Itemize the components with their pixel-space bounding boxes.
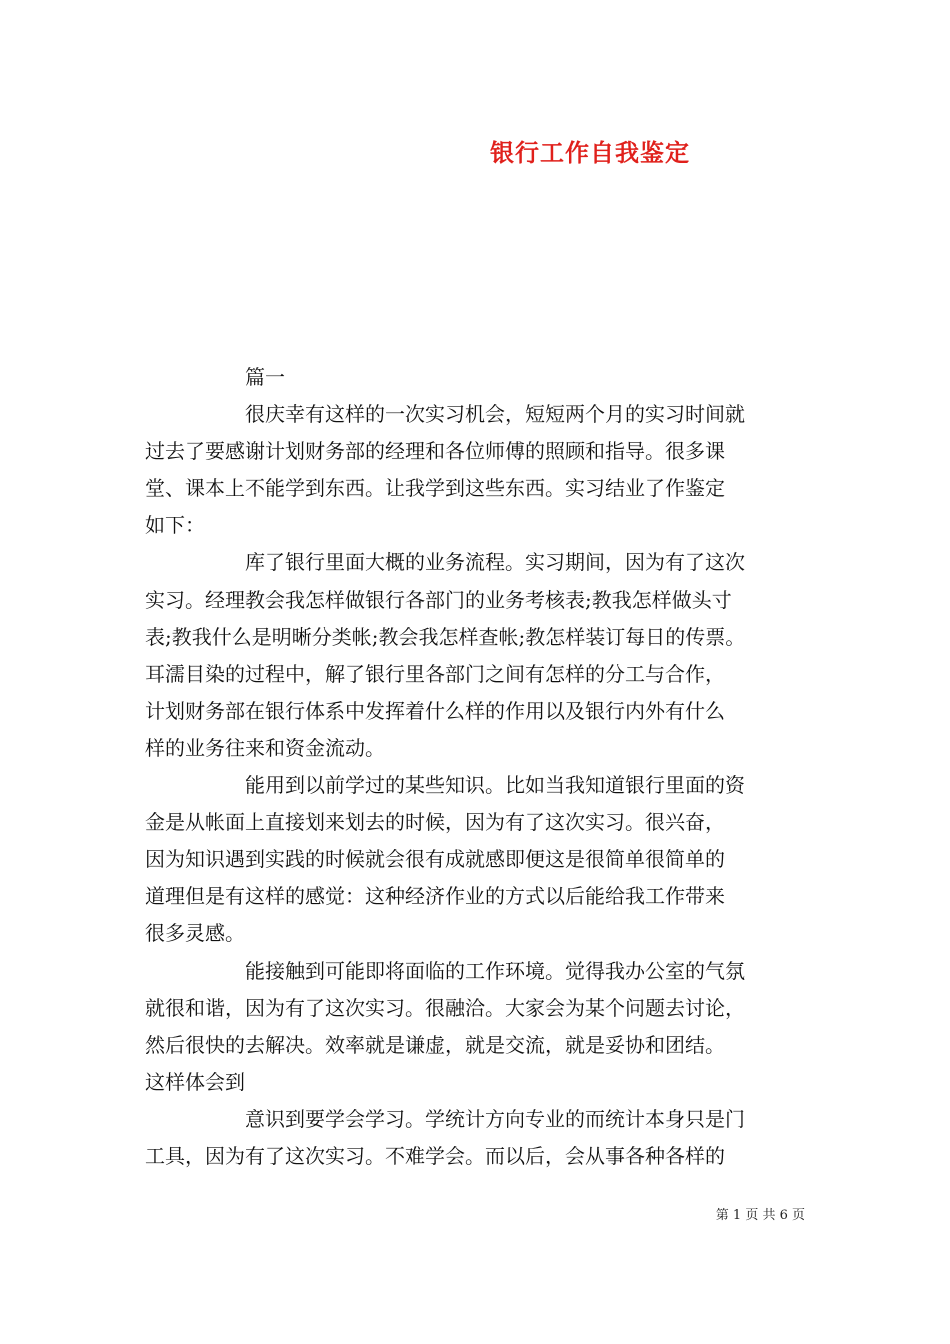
paragraph-line: 很多灵感。 (145, 921, 245, 946)
paragraph-line: 耳濡目染的过程中，解了银行里各部门之间有怎样的分工与合作， (145, 661, 725, 686)
paragraph-line: 如下： (145, 513, 205, 538)
paragraph-line: 金是从帐面上直接划来划去的时候，因为有了这次实习。很兴奋， (145, 810, 725, 835)
paragraph-line: 堂、课本上不能学到东西。让我学到这些东西。实习结业了作鉴定 (145, 476, 725, 501)
paragraph-line: 能用到以前学过的某些知识。比如当我知道银行里面的资 (245, 773, 745, 798)
paragraph-line: 样的业务往来和资金流动。 (145, 735, 385, 760)
page-number: 第 1 页 共 6 页 (715, 1208, 805, 1223)
paragraph-line: 计划财务部在银行体系中发挥着什么样的作用以及银行内外有什么 (145, 698, 725, 723)
paragraph-line: 这样体会到 (145, 1069, 245, 1094)
paragraph-line: 就很和谐，因为有了这次实习。很融洽。大家会为某个问题去讨论， (145, 995, 745, 1020)
paragraph-line: 意识到要学会学习。学统计方向专业的而统计本身只是门 (245, 1106, 745, 1131)
paragraph-line: 表;教我什么是明晰分类帐;教会我怎样查帐;教怎样装订每日的传票。 (145, 624, 746, 649)
document-body (145, 359, 810, 1175)
paragraph-line: 工具，因为有了这次实习。不难学会。而以后，会从事各种各样的 (145, 1143, 725, 1168)
section-heading: 篇一 (245, 365, 285, 389)
paragraph-line: 实习。经理教会我怎样做银行各部门的业务考核表;教我怎样做头寸 (145, 587, 732, 612)
paragraph-line: 过去了要感谢计划财务部的经理和各位师傅的照顾和指导。很多课 (145, 439, 725, 464)
paragraph-line: 能接触到可能即将面临的工作环境。觉得我办公室的气氛 (245, 958, 745, 983)
paragraph-line: 因为知识遇到实践的时候就会很有成就感即便这是很简单很简单的 (145, 847, 725, 872)
paragraph-line: 很庆幸有这样的一次实习机会，短短两个月的实习时间就 (245, 402, 745, 427)
paragraph-line: 道理但是有这样的感觉：这种经济作业的方式以后能给我工作带来 (145, 884, 725, 909)
paragraph-line: 然后很快的去解决。效率就是谦虚，就是交流，就是妥协和团结。 (145, 1032, 725, 1057)
paragraph-line: 库了银行里面大概的业务流程。实习期间，因为有了这次 (245, 550, 745, 575)
document-title: 银行工作自我鉴定 (490, 138, 690, 167)
